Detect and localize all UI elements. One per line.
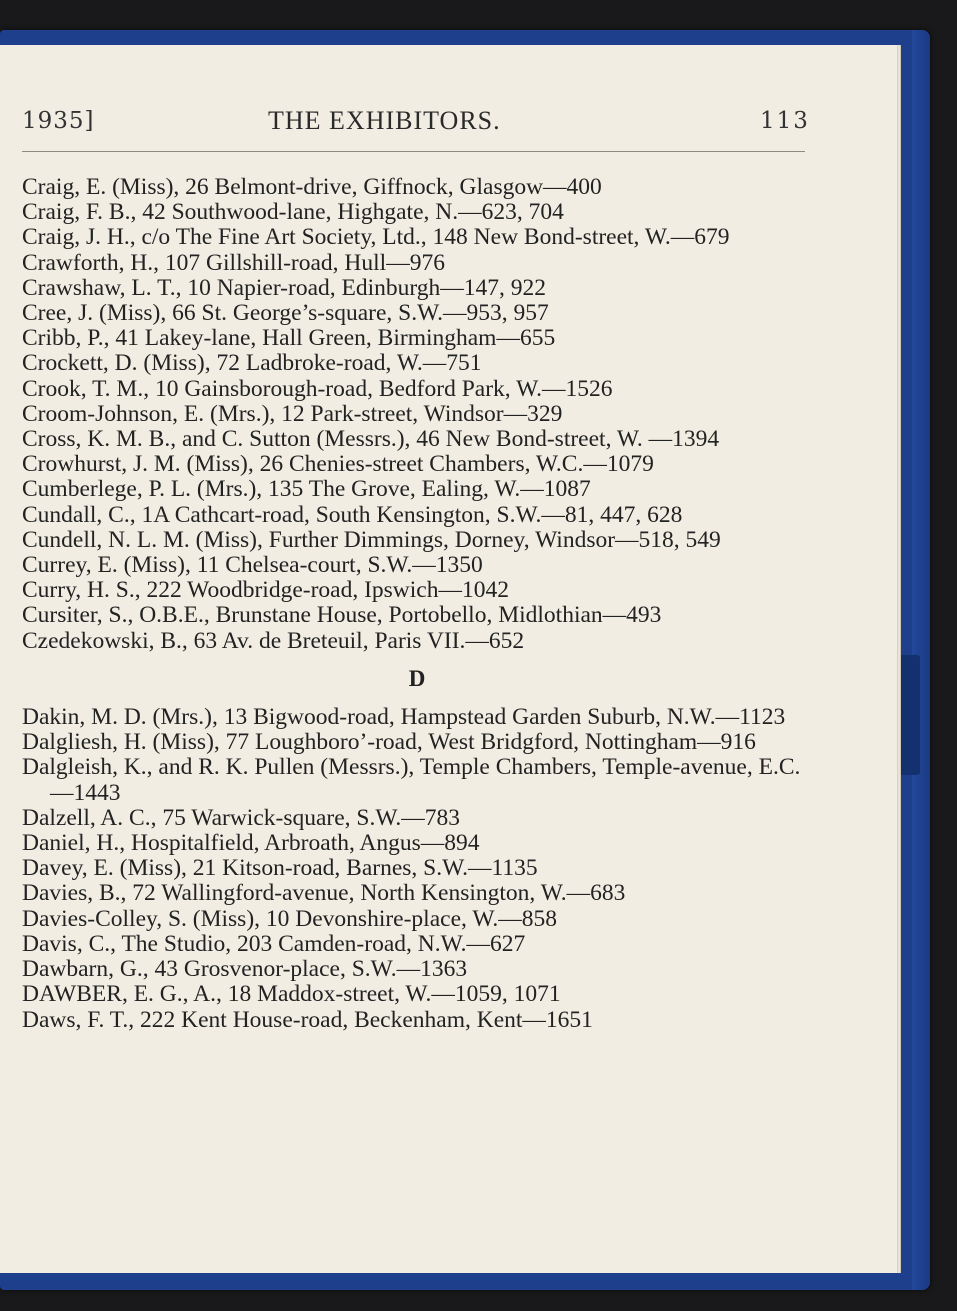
running-head-year: 1935] <box>22 108 95 134</box>
list-item: Cundell, N. L. M. (Miss), Further Dimmings, Dorney, Windsor—518, 549 <box>22 526 721 553</box>
list-item: Currey, E. (Miss), 11 Chelsea-court, S.W.—1350 <box>22 552 483 579</box>
list-item: Dalgleish, K., and R. K. Pullen (Messrs.), Temple Chambers, Temple-avenue, E.C.—1443 <box>22 754 801 806</box>
list-item: Dawbarn, G., 43 Grosvenor-place, S.W.—1363 <box>22 956 468 983</box>
list-item: Daniel, H., Hospitalfield, Arbroath, Angus—894 <box>22 830 480 857</box>
section-heading-d: D <box>408 665 426 691</box>
list-item: Dalgliesh, H. (Miss), 77 Loughboro’-road, West Bridgford, Nottingham—916 <box>22 729 756 756</box>
list-item: Cumberlege, P. L. (Mrs.), 135 The Grove, Ealing, W.—1087 <box>22 476 591 503</box>
list-item: Davey, E. (Miss), 21 Kitson-road, Barnes, S.W.—1135 <box>22 855 538 882</box>
list-item: Crowhurst, J. M. (Miss), 26 Chenies-street Chambers, W.C.—1079 <box>22 451 654 478</box>
list-item: Cursiter, S., O.B.E., Brunstane House, Portobello, Midlothian—493 <box>22 602 662 629</box>
list-item: Czedekowski, B., 63 Av. de Breteuil, Paris VII.—652 <box>22 627 525 654</box>
list-item: Cross, K. M. B., and C. Sutton (Messrs.), 46 New Bond-street, W. —1394 <box>22 426 720 453</box>
list-item: Dalzell, A. C., 75 Warwick-square, S.W.—783 <box>22 804 461 831</box>
header-rule <box>22 151 805 152</box>
list-item: Davis, C., The Studio, 203 Camden-road, N.W.—627 <box>22 930 526 957</box>
list-item: Craig, E. (Miss), 26 Belmont-drive, Giffnock, Glasgow—400 <box>22 174 602 200</box>
list-item: Davies-Colley, S. (Miss), 10 Devonshire-place, W.—858 <box>22 905 557 932</box>
list-item: Crawshaw, L. T., 10 Napier-road, Edinburgh—147, 922 <box>22 274 547 301</box>
list-item: Davies, B., 72 Wallingford-avenue, North Kensington, W.—683 <box>22 880 626 907</box>
list-item: Crockett, D. (Miss), 72 Ladbroke-road, W.—751 <box>22 350 482 377</box>
running-head-title: THE EXHIBITORS. <box>268 106 501 135</box>
list-item: Cundall, C., 1A Cathcart-road, South Kensington, S.W.—81, 447, 628 <box>22 501 683 528</box>
list-item: Crawforth, H., 107 Gillshill-road, Hull—976 <box>22 249 445 276</box>
list-item: Dakin, M. D. (Mrs.), 13 Bigwood-road, Hampstead Garden Suburb, N.W.—1123 <box>22 704 786 731</box>
list-item: Curry, H. S., 222 Woodbridge-road, Ipswich—1042 <box>22 577 509 604</box>
page-number: 113 <box>760 108 810 134</box>
list-item: Cree, J. (Miss), 66 St. George’s-square, S.W.—953, 957 <box>22 300 549 327</box>
exhibitor-list <box>22 175 812 1033</box>
list-item: DAWBER, E. G., A., 18 Maddox-street, W.—1059, 1071 <box>22 981 561 1008</box>
list-item: Craig, J. H., c/o The Fine Art Society, Ltd., 148 New Bond-street, W.—679 <box>22 224 730 251</box>
list-item: Daws, F. T., 222 Kent House-road, Beckenham, Kent—1651 <box>22 1006 593 1033</box>
list-item: Cribb, P., 41 Lakey-lane, Hall Green, Birmingham—655 <box>22 325 556 352</box>
list-item: Croom-Johnson, E. (Mrs.), 12 Park-street, Windsor—329 <box>22 400 563 427</box>
list-item: Craig, F. B., 42 Southwood-lane, Highgate, N.—623, 704 <box>22 199 564 226</box>
list-item: Crook, T. M., 10 Gainsborough-road, Bedford Park, W.—1526 <box>22 375 613 402</box>
